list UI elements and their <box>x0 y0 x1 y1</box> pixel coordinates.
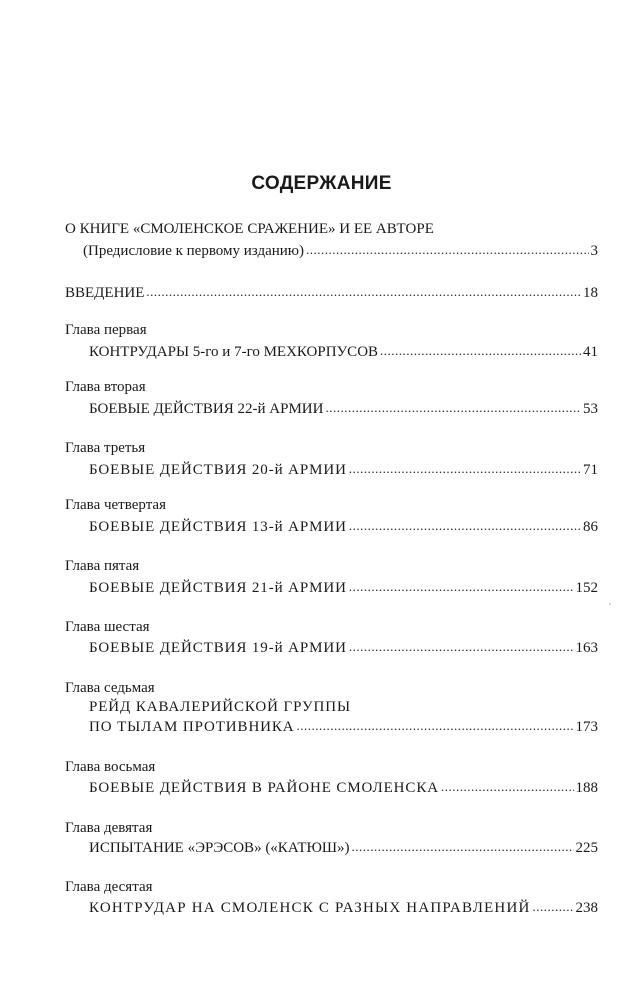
toc-entry-label: БОЕВЫЕ ДЕЙСТВИЯ 20-й АРМИИ <box>89 462 347 478</box>
toc-entry-label: ВВЕДЕНИЕ <box>65 285 145 301</box>
toc-entry-introduction[interactable] <box>65 283 598 303</box>
dot-leader <box>533 897 574 917</box>
toc-chapter-label: Глава четвертая <box>65 497 166 513</box>
dot-leader <box>146 282 581 302</box>
toc-page-number: 86 <box>583 519 598 535</box>
dot-leader <box>349 637 574 657</box>
toc-entry-label: БОЕВЫЕ ДЕЙСТВИЯ 19-й АРМИИ <box>89 640 347 656</box>
toc-page-number: 225 <box>575 840 598 856</box>
toc-entry-label: ПО ТЫЛАМ ПРОТИВНИКА <box>89 719 295 735</box>
toc-entry-chapter-9[interactable] <box>89 838 598 858</box>
dot-leader <box>297 716 574 736</box>
dot-leader <box>380 341 581 361</box>
page-title: СОДЕРЖАНИЕ <box>251 173 392 194</box>
toc-entry-chapter-6[interactable] <box>89 638 598 658</box>
dot-leader <box>306 240 589 260</box>
toc-entry-label: БОЕВЫЕ ДЕЙСТВИЯ 22-й АРМИИ <box>89 401 324 417</box>
dot-leader <box>441 777 574 797</box>
toc-entry-label: (Предисловие к первому изданию) <box>83 243 304 259</box>
toc-entry-chapter-5[interactable] <box>89 578 598 598</box>
toc-entry-chapter-7[interactable] <box>89 717 598 737</box>
toc-entry-chapter-3[interactable] <box>89 460 598 480</box>
toc-chapter-label: Глава восьмая <box>65 759 156 775</box>
toc-page-number: 188 <box>575 780 598 796</box>
toc-page-number: 3 <box>590 243 598 259</box>
toc-page-number: 163 <box>575 640 598 656</box>
toc-chapter-label: Глава шестая <box>65 619 150 635</box>
toc-chapter-label: Глава десятая <box>65 879 153 895</box>
toc-page-number: 71 <box>583 462 598 478</box>
toc-page-number: 53 <box>583 401 598 417</box>
toc-page-number: 41 <box>583 344 598 360</box>
toc-entry-label: БОЕВЫЕ ДЕЙСТВИЯ 13-й АРМИИ <box>89 519 347 535</box>
toc-entry-chapter-2[interactable] <box>89 399 598 419</box>
dot-leader <box>349 459 581 479</box>
toc-entry-chapter-1[interactable] <box>89 342 598 362</box>
toc-entry-chapter-8[interactable] <box>89 778 598 798</box>
toc-page-number: 173 <box>575 719 598 735</box>
toc-chapter-label: Глава первая <box>65 322 147 338</box>
dot-leader <box>325 398 581 418</box>
toc-entry-label: КОНТРУДАР НА СМОЛЕНСК С РАЗНЫХ НАПРАВЛЕНИЙ <box>89 900 531 916</box>
paper-speck <box>609 603 611 605</box>
toc-page-number: 18 <box>583 285 598 301</box>
toc-page-number: 152 <box>575 580 598 596</box>
toc-chapter-label: Глава седьмая <box>65 680 155 696</box>
dot-leader <box>349 577 574 597</box>
toc-chapter-label: Глава вторая <box>65 379 146 395</box>
toc-entry-chapter-10[interactable] <box>89 898 598 918</box>
toc-entry-label: БОЕВЫЕ ДЕЙСТВИЯ 21-й АРМИИ <box>89 580 347 596</box>
toc-entry-chapter-4[interactable] <box>89 517 598 537</box>
toc-entry-label: ИСПЫТАНИЕ «ЭРЭСОВ» («КАТЮШ») <box>89 840 350 856</box>
toc-chapter-label: Глава третья <box>65 440 146 456</box>
toc-entry-label: БОЕВЫЕ ДЕЙСТВИЯ В РАЙОНЕ СМОЛЕНСКА <box>89 780 439 796</box>
toc-entry-preface-line1: О КНИГЕ «СМОЛЕНСКОЕ СРАЖЕНИЕ» И ЕЕ АВТОРЕ <box>65 221 434 237</box>
toc-entry-preface[interactable] <box>83 241 598 261</box>
toc-entry-label: КОНТРУДАРЫ 5-го и 7-го МЕХКОРПУСОВ <box>89 344 379 360</box>
toc-page-number: 238 <box>575 900 598 916</box>
toc-chapter-label: Глава девятая <box>65 820 153 836</box>
toc-chapter-label: Глава пятая <box>65 558 140 574</box>
dot-leader <box>349 516 581 536</box>
dot-leader <box>352 837 574 857</box>
toc-entry-chapter-7-line1: РЕЙД КАВАЛЕРИЙСКОЙ ГРУППЫ <box>89 699 351 715</box>
